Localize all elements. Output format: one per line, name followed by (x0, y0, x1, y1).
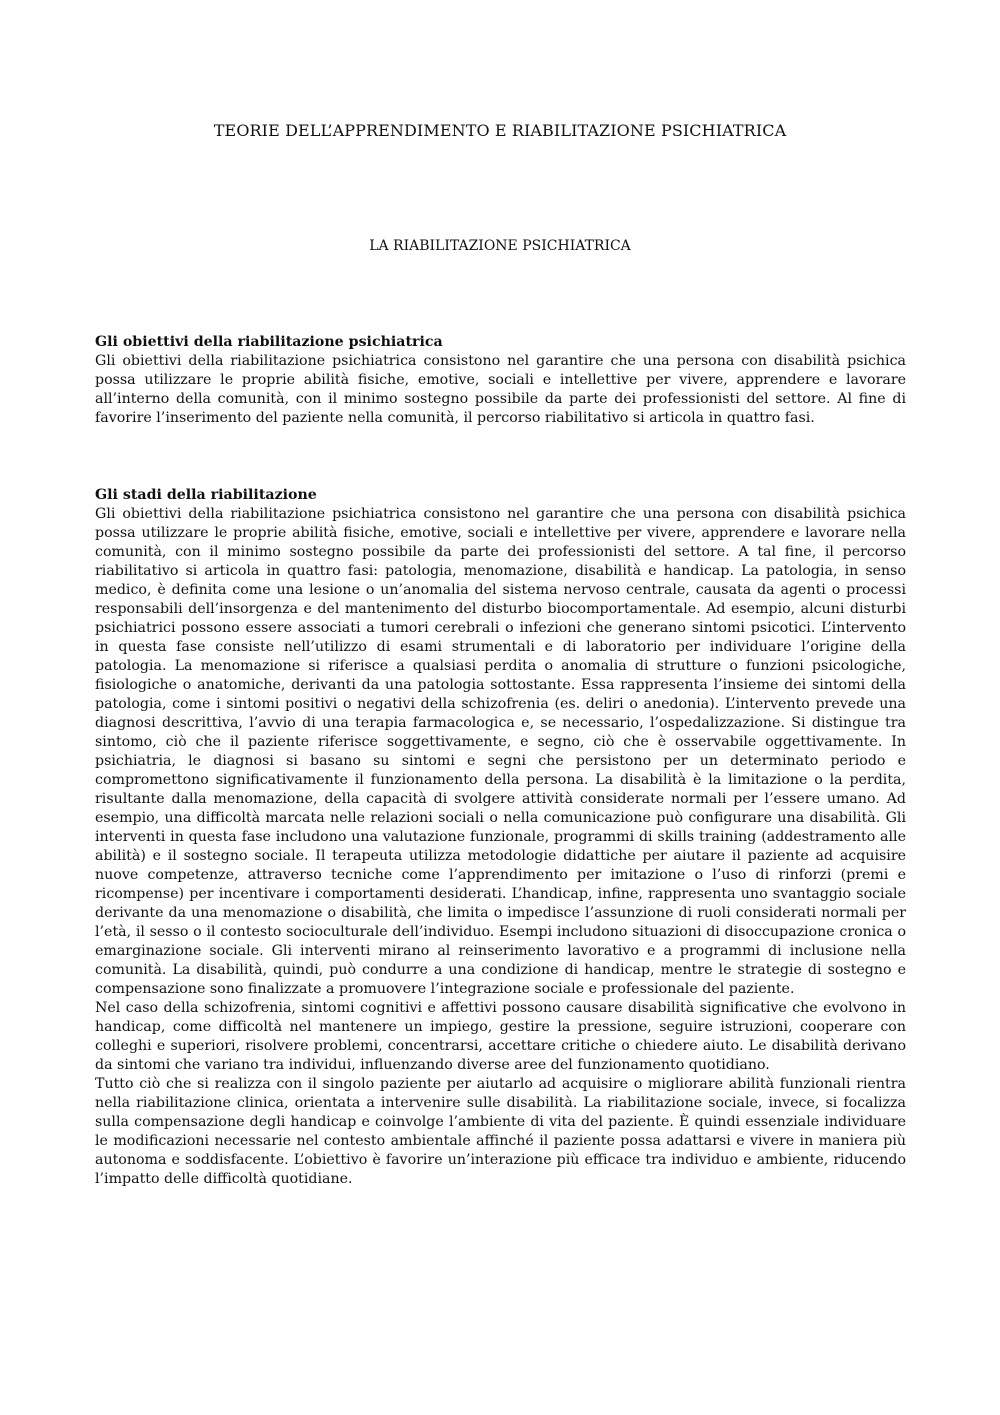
section-heading: Gli stadi della riabilitazione (95, 487, 317, 503)
section-objectives (95, 333, 906, 428)
document-title: TEORIE DELL’APPRENDIMENTO E RIABILITAZIONE PSICHIATRICA (213, 121, 787, 140)
paragraph: Gli obiettivi della riabilitazione psichiatrica consistono nel garantire che una persona con disabilità psichica possa utilizzare le proprie abilità fisiche, emotive, sociali e intellettive per vivere, apprendere e lavorare nella comunità, con il minimo sostegno possibile da parte dei professionisti del settore. A tal fine, il percorso riabilitativo si articola in quattro fasi: patologia, menomazione, disabilità e handicap. La patologia, in senso medico, è definita come una lesione o un’anomalia del sistema nervoso centrale, causata da agenti o processi responsabili dell’insorgenza e del mantenimento del disturbo biocomportamentale. Ad esempio, alcuni disturbi psichiatrici possono essere associati a tumori cerebrali o infezioni che generano sintomi psicotici. L’intervento in questa fase consiste nell’utilizzo di esami strumentali e di laboratorio per individuare l’origine della patologia. La menomazione si riferisce a qualsiasi perdita o anomalia di strutture o funzioni psicologiche, fisiologiche o anatomiche, derivanti da una patologia sottostante. Essa rappresenta l’insieme dei sintomi della patologia, come i sintomi positivi o negativi della schizofrenia (es. deliri o anedonia). L’intervento prevede una diagnosi descrittiva, l’avvio di una terapia farmacologica e, se necessario, l’ospedalizzazione. Si distingue tra sintomo, ciò che il paziente riferisce soggettivamente, e segno, ciò che è osservabile oggettivamente. In psichiatria, le diagnosi si basano su sintomi e segni che persistono per un determinato periodo e compromettono significativamente il funzionamento della persona. La disabilità è la limitazione o la perdita, risultante dalla menomazione, della capacità di svolgere attività considerate normali per l’essere umano. Ad esempio, una difficoltà marcata nelle relazioni sociali o nella comunicazione può configurare una disabilità. Gli interventi in questa fase includono una valutazione funzionale, programmi di skills training (addestramento alle abilità) e il sostegno sociale. Il terapeuta utilizza metodologie didattiche per aiutare il paziente ad acquisire nuove competenze, attraverso tecniche come l’apprendimento per imitazione o l’uso di rinforzi (premi e ricompense) per incentivare i comportamenti desiderati. L’handicap, infine, rappresenta uno svantaggio sociale derivante da una menomazione o disabilità, che limita o impedisce l’assunzione di ruoli considerati normali per l’età, il sesso o il contesto socioculturale dell’individuo. Esempi includono situazioni di disoccupazione cronica o emarginazione sociale. Gli interventi mirano al reinserimento lavorativo e a programmi di inclusione nella comunità. La disabilità, quindi, può condurre a una condizione di handicap, mentre le strategie di sostegno e compensazione sono finalizzate a promuovere l’integrazione sociale e professionale del paziente. (95, 506, 906, 997)
paragraph: Tutto ciò che si realizza con il singolo paziente per aiutarlo ad acquisire o migliorare abilità funzionali rientra nella riabilitazione clinica, orientata a intervenire sulle disabilità. La riabilitazione sociale, invece, si focalizza sulla compensazione degli handicap e coinvolge l’ambiente di vita del paziente. È quindi essenziale individuare le modificazioni necessarie nel contesto ambientale affinché il paziente possa adattarsi e vivere in maniera più autonoma e soddisfacente. L’obiettivo è favorire un’interazione più efficace tra individuo e ambiente, riducendo l’impatto delle difficoltà quotidiane. (95, 1076, 906, 1187)
section-stages (95, 486, 906, 1189)
paragraph: Nel caso della schizofrenia, sintomi cognitivi e affettivi possono causare disabilità significative che evolvono in handicap, come difficoltà nel mantenere un impiego, gestire la pressione, seguire istruzioni, cooperare con colleghi e superiori, risolvere problemi, concentrarsi, accettare critiche o chiedere aiuto. Le disabilità derivano da sintomi che variano tra individui, influenzando diverse aree del funzionamento quotidiano. (95, 1000, 906, 1073)
document-subtitle: LA RIABILITAZIONE PSICHIATRICA (369, 238, 631, 254)
paragraph: Gli obiettivi della riabilitazione psichiatrica consistono nel garantire che una persona con disabilità psichica possa utilizzare le proprie abilità fisiche, emotive, sociali e intellettive per vivere, apprendere e lavorare all’interno della comunità, con il minimo sostegno possibile da parte dei professionisti del settore. Al fine di favorire l’inserimento del paziente nella comunità, il percorso riabilitativo si articola in quattro fasi. (95, 353, 906, 426)
section-heading: Gli obiettivi della riabilitazione psichiatrica (95, 334, 443, 350)
